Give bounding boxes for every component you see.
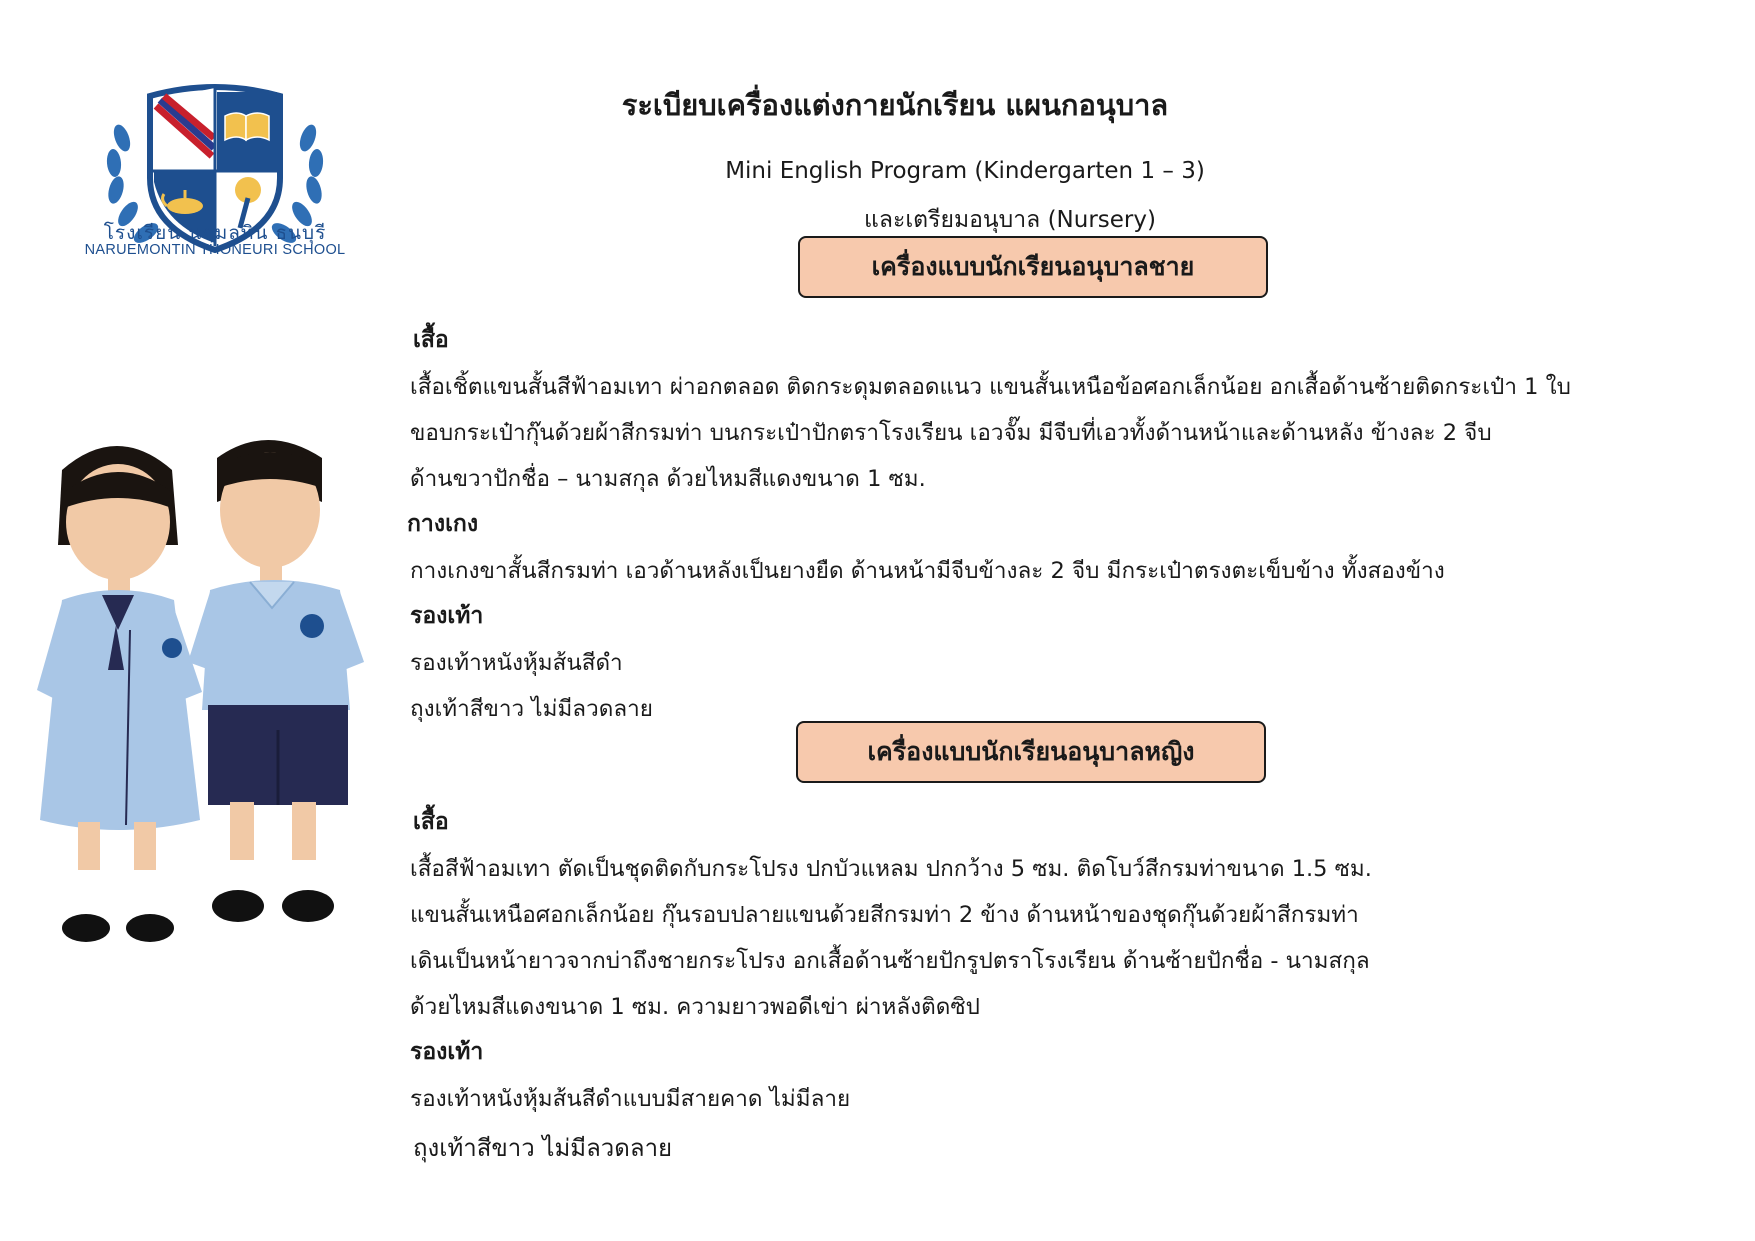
girls-uniform-section-label: เครื่องแบบนักเรียนอนุบาลหญิง	[867, 737, 1195, 766]
girls-dress-line: เดินเป็นหน้ายาวจากบ่าถึงชายกระโปรง อกเสื้อด้านซ้ายปักรูปตราโรงเรียน ด้านซ้ายปักชื่อ - นามสกุล	[410, 948, 1370, 974]
nursery-subtitle: และเตรียมอนุบาล (Nursery)	[864, 207, 1156, 233]
boys-uniform-section-header	[798, 236, 1268, 298]
girls-socks-line: ถุงเท้าสีขาว ไม่มีลวดลาย	[413, 1134, 673, 1162]
page-title: ระเบียบเครื่องแต่งกายนักเรียน แผนกอนุบาล	[621, 88, 1169, 122]
girl-student-figure	[37, 446, 202, 942]
students-uniform-photo	[22, 430, 392, 1030]
boys-pants-heading: กางเกง	[407, 511, 479, 537]
school-name-english: NARUEMONTIN THONEURI SCHOOL	[84, 242, 346, 258]
boys-shoes-line: รองเท้าหนังหุ้มส้นสีดำ	[410, 650, 623, 676]
boys-shirt-heading: เสื้อ	[413, 327, 449, 353]
school-name-thai: โรงเรียน นฤมลทิน ธนบุรี	[103, 222, 327, 244]
boys-shoes-heading: รองเท้า	[410, 603, 484, 629]
boys-socks-line: ถุงเท้าสีขาว ไม่มีลวดลาย	[410, 696, 653, 722]
girls-shoes-line: รองเท้าหนังหุ้มส้นสีดำแบบมีสายคาด ไม่มีลาย	[410, 1086, 851, 1112]
girls-dress-line: ด้วยไหมสีแดงขนาด 1 ซม. ความยาวพอดีเข่า ผ่าหลังติดซิป	[410, 994, 980, 1020]
boy-student-figure	[188, 440, 364, 922]
girls-dress-line: เสื้อสีฟ้าอมเทา ตัดเป็นชุดติดกับกระโปรง ปกบัวแหลม ปกกว้าง 5 ซม. ติดโบว์สีกรมท่าขนาด 1.5 ซม.	[410, 856, 1372, 882]
boys-uniform-section-label: เครื่องแบบนักเรียนอนุบาลชาย	[871, 252, 1195, 281]
boys-shirt-line: ด้านขวาปักชื่อ – นามสกุล ด้วยไหมสีแดงขนาด 1 ซม.	[410, 466, 926, 492]
book-icon	[225, 113, 269, 140]
girls-uniform-section-header	[796, 721, 1266, 783]
girls-dress-heading: เสื้อ	[413, 809, 449, 835]
boys-shirt-line: ขอบกระเป๋ากุ๊นด้วยผ้าสีกรมท่า บนกระเป๋าปักตราโรงเรียน เอวจั๊ม มีจีบที่เอวทั้งด้านหน้าและด้านหลัง ข้างละ 2 จีบ	[410, 420, 1492, 446]
girls-dress-line: แขนสั้นเหนือศอกเล็กน้อย กุ๊นรอบปลายแขนด้วยสีกรมท่า 2 ข้าง ด้านหน้าของชุดกุ๊นด้วยผ้าสีกรมท่า	[410, 902, 1359, 928]
boys-shirt-line: เสื้อเชิ้ตแขนสั้นสีฟ้าอมเทา ผ่าอกตลอด ติดกระดุมตลอดแนว แขนสั้นเหนือข้อศอกเล็กน้อย อกเสื้อด้านซ้ายติดกระเป๋า 1 ใบ	[410, 374, 1571, 400]
girls-shoes-heading: รองเท้า	[410, 1039, 484, 1065]
program-subtitle: Mini English Program (Kindergarten 1 – 3)	[725, 158, 1205, 184]
boys-pants-line: กางเกงขาสั้นสีกรมท่า เอวด้านหลังเป็นยางยืด ด้านหน้ามีจีบข้างละ 2 จีบ มีกระเป๋าตรงตะเข็บข้าง ทั้งสองข้าง	[410, 558, 1445, 584]
